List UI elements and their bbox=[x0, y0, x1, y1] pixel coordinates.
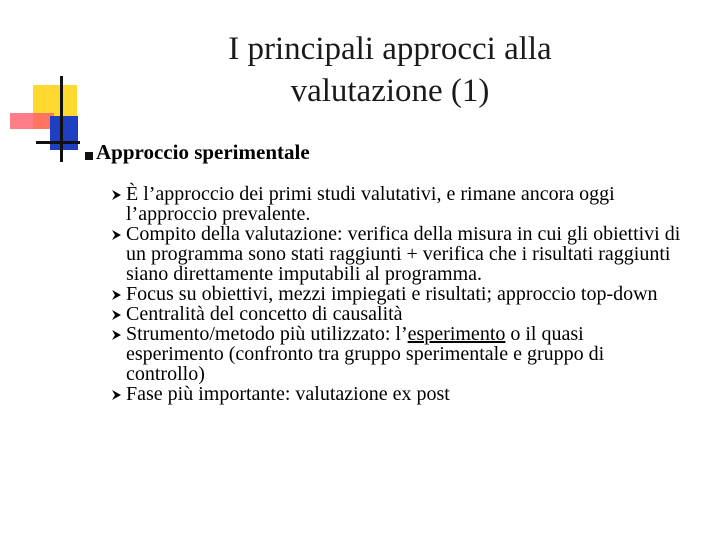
arrow-bullet-icon bbox=[112, 230, 121, 240]
item-text: Fase più importante: valutazione ex post bbox=[126, 383, 450, 405]
arrow-bullet-icon bbox=[112, 330, 121, 340]
list-item bbox=[112, 284, 682, 304]
list-item bbox=[112, 184, 682, 224]
esperimento-link[interactable]: esperimento bbox=[407, 323, 506, 345]
arrow-bullet-icon bbox=[112, 190, 121, 200]
decorative-horizontal-line bbox=[36, 141, 80, 144]
arrow-bullet-icon bbox=[112, 390, 121, 400]
title-line-2: valutazione (1) bbox=[290, 73, 490, 109]
decorative-vertical-line bbox=[60, 76, 63, 162]
list-item bbox=[112, 304, 682, 324]
list-item bbox=[112, 224, 682, 284]
slide-title bbox=[140, 28, 640, 112]
section-heading: Approccio sperimentale bbox=[96, 140, 310, 164]
item-text-post: o il quasi esperimento (confronto tra gruppo sperimentale e gruppo di controllo) bbox=[126, 323, 605, 385]
item-text: È l’approccio dei primi studi valutativi, e rimane ancora oggi l’approccio prevalente. bbox=[126, 183, 615, 225]
decorative-blue-square bbox=[50, 116, 78, 150]
square-bullet-icon bbox=[85, 152, 93, 160]
item-text: Focus su obiettivi, mezzi impiegati e risultati; approccio top-down bbox=[126, 283, 658, 305]
item-text: Compito della valutazione: verifica della misura in cui gli obiettivi di un programma sono stati raggiunti + verifica che i risultati raggiunti siano direttamente imputabili al programma. bbox=[126, 223, 681, 285]
bullet-list bbox=[112, 184, 682, 404]
arrow-bullet-icon bbox=[112, 310, 121, 320]
title-line-1: I principali approcci alla bbox=[228, 31, 552, 67]
item-text-pre: Strumento/metodo più utilizzato: l’ bbox=[126, 323, 408, 345]
item-text: Centralità del concetto di causalità bbox=[126, 303, 403, 325]
list-item bbox=[112, 384, 682, 404]
arrow-bullet-icon bbox=[112, 290, 121, 300]
decorative-red-bar bbox=[10, 113, 54, 129]
list-item bbox=[112, 324, 682, 384]
